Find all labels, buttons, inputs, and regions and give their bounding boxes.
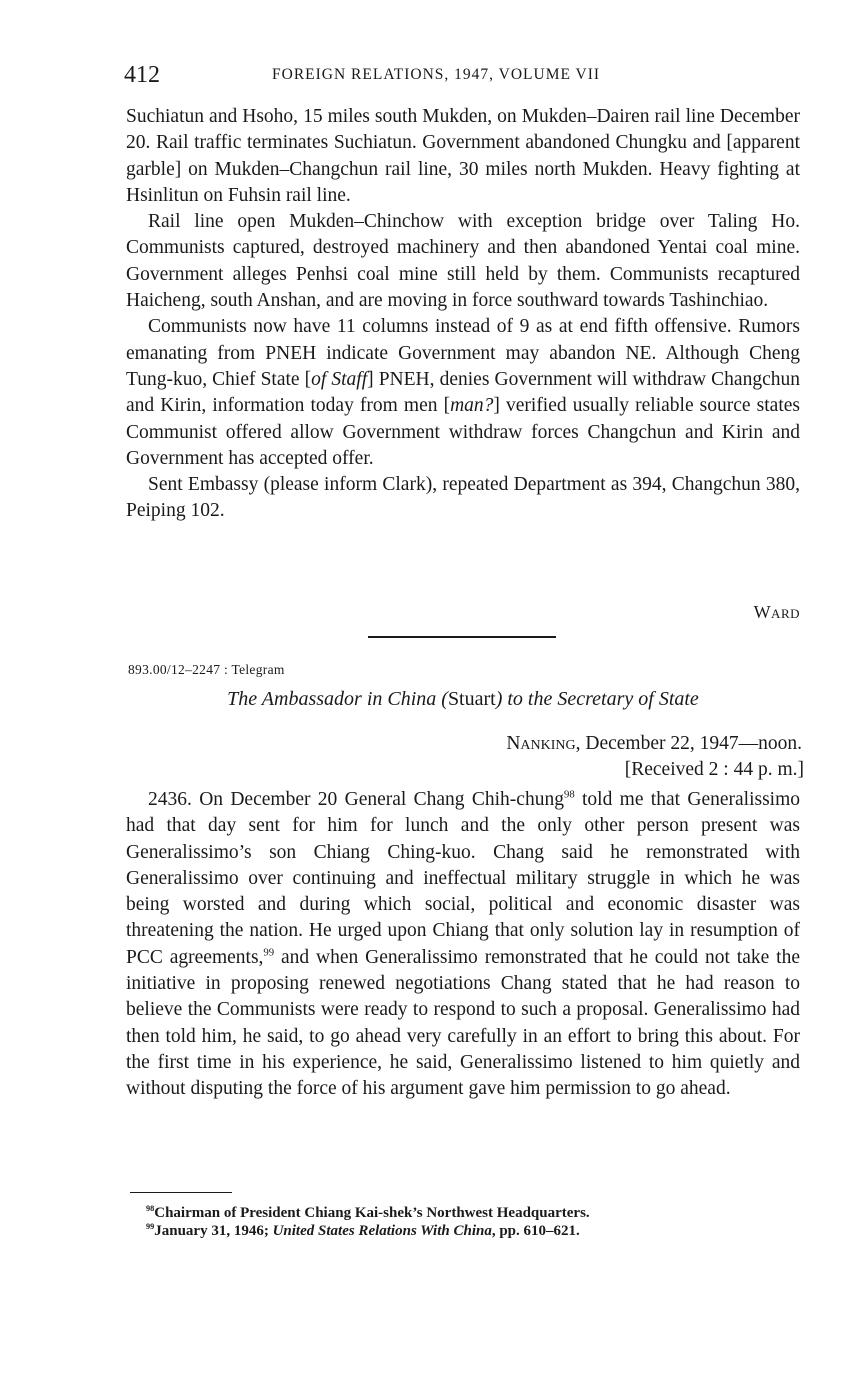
document-title: The Ambassador in China (Stuart) to the Secretary of State (227, 688, 699, 710)
running-head: FOREIGN RELATIONS, 1947, VOLUME VII (272, 66, 601, 83)
page-header (124, 62, 804, 88)
dateline: Nanking, December 22, 1947—noon. (506, 733, 802, 754)
paragraph: Rail line open Mukden–Chinchow with exception bridge over Taling Ho. Communists captured, destroyed machinery and then abandoned Yentai coal mine. Government alleges Penhsi coal mine still held by them. Communists recaptured Haicheng, south Anshan, and are moving in force southward towards Tashinchiao. (126, 211, 800, 312)
telegram-continuation (126, 104, 800, 525)
footnote: $^{99}$January 31, 1946; United States Relations With China, pp. 610–621. (146, 1222, 580, 1239)
file-reference: 893.00/12–2247 : Telegram (128, 662, 285, 677)
paragraph: Suchiatun and Hsoho, 15 miles south Mukden, on Mukden–Dairen rail line December 20. Rail traffic terminates Suchiatun. Government abandoned Chungku and [apparent garble] on Mukden–Changchun rail line, 30 miles north Mukden. Heavy fighting at Hsinlitun on Fuhsin rail line. (126, 106, 800, 206)
telegram-body (126, 787, 800, 1103)
paragraph: Communists now have 11 columns instead of 9 as at end fifth offensive. Rumors emanating from PNEH indicate Government may abandon NE. Although Cheng Tung-kuo, Chief State [of Staff] PNEH, denies Government will withdraw Changchun and Kirin, information today from men [man?] verified usually reliable source states Communist offered allow Government withdraw forces Changchun and Kirin and Government has accepted offer. (126, 316, 800, 469)
paragraph: 2436. On December 20 General Chang Chih-chung$^{98}$ told me that Generalissimo had that day sent for him for lunch and the only other person present was Generalissimo’s son Chiang Ching-kuo. Chang said he remonstrated with Generalissimo over continuing and ineffectual military struggle in which he was being worsted and during which social, political and economic disaster was threatening the nation. He urged upon Chiang that only solution lay in resumption of PCC agreements,$^{99}$ and when Generalissimo remonstrated that he could not take the initiative in proposing renewed negotiations Chang stated that he had reason to believe the Communists were ready to respond to such a proposal. Generalissimo had then told him, he said, to go ahead very carefully in an effort to bring this about. For the first time in his experience, he said, Generalissimo listened to him quietly and without disputing the force of his argument gave him permission to go ahead. (126, 788, 800, 1100)
footnote: $^{98}$Chairman of President Chiang Kai-shek’s Northwest Headquarters. (146, 1204, 590, 1221)
footnote-divider (130, 1192, 232, 1193)
signature: Ward (753, 602, 800, 622)
page-number: 412 (124, 62, 160, 88)
footnote-ref: 98 (563, 788, 575, 801)
received-stamp: [Received 2 : 44 p. m.] (624, 759, 804, 780)
footnotes (126, 1204, 806, 1240)
paragraph: Sent Embassy (please inform Clark), repeated Department as 394, Changchun 380, Peiping 102. (126, 474, 800, 522)
footnote-ref: 99 (263, 946, 275, 959)
section-divider (368, 636, 556, 638)
